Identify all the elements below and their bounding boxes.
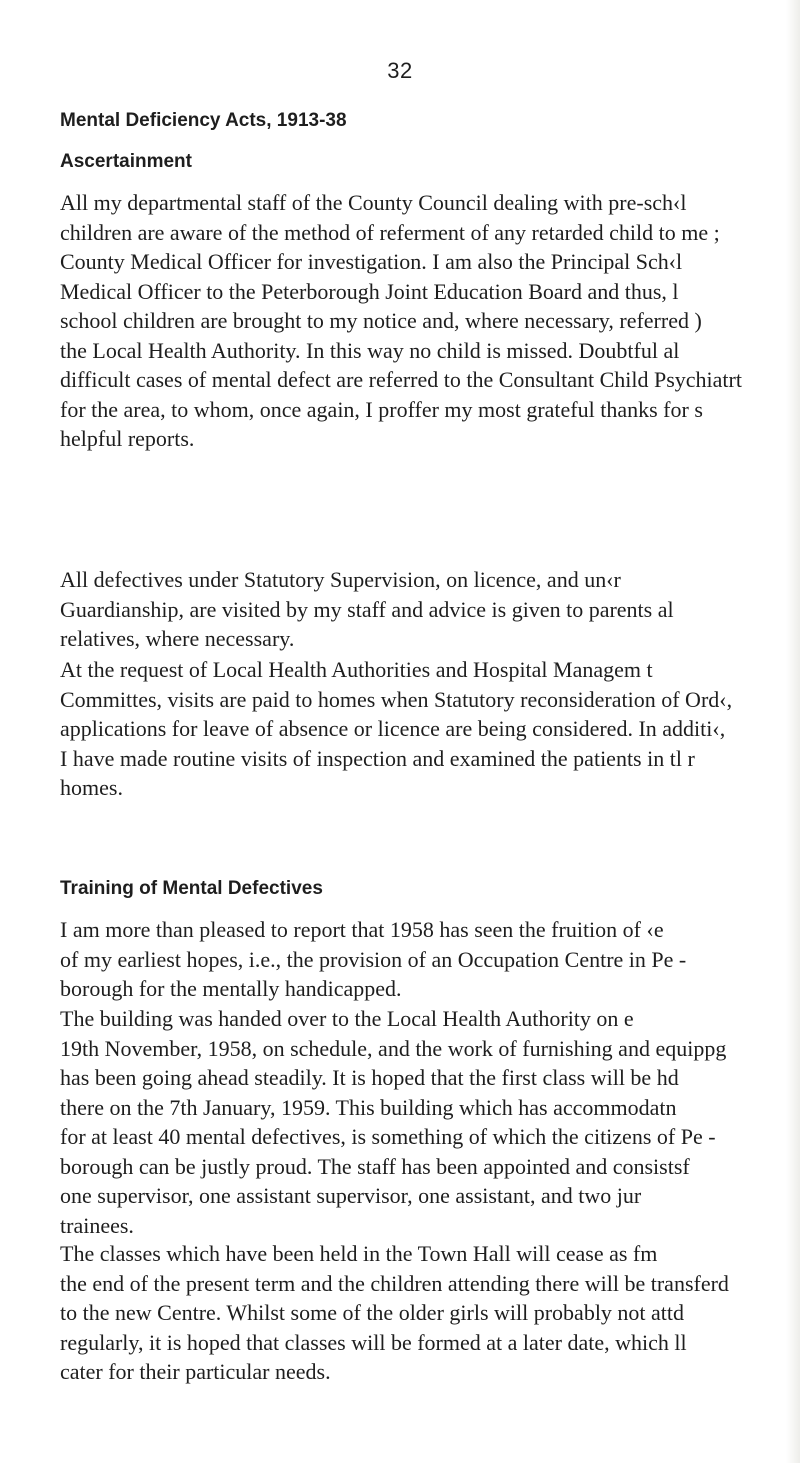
text-line: I have made routine visits of inspection and examined the patients in tl r [60, 745, 695, 771]
text-line: I am more than pleased to report that 1958 has seen the fruition of ‹e [60, 917, 664, 942]
text-line: difficult cases of mental defect are referred to the Consultant Child Psychiatrt [60, 367, 742, 392]
text-line: County Medical Officer for investigation. I am also the Principal Sch‹l [60, 249, 683, 274]
text-line: to the new Centre. Whilst some of the older girls will probably not attd [60, 1300, 685, 1325]
subheading-training: Training of Mental Defectives [60, 878, 323, 899]
text-line: Guardianship, are visited by my staff and advice is given to parents al [60, 596, 674, 622]
text-line: The classes which have been held in the Town Hall will cease as fm [60, 1241, 658, 1266]
text-line: for the area, to whom, once again, I proffer my most grateful thanks for s [60, 396, 703, 422]
page-number: 32 [387, 58, 413, 83]
text-line: one supervisor, one assistant supervisor, one assistant, and two jur [60, 1183, 642, 1208]
text-line: relatives, where necessary. [60, 626, 295, 651]
text-line: All my departmental staff of the County Council dealing with pre-sch‹l [60, 190, 687, 215]
text-line: The building was handed over to the Local Health Authority on e [60, 1006, 634, 1031]
paragraph-building [60, 1004, 795, 1240]
text-line: for at least 40 mental defectives, is something of which the citizens of Pe - [60, 1124, 716, 1149]
text-line: At the request of Local Health Authorities and Hospital Managem t [60, 657, 653, 682]
page-edge-shadow [786, 0, 800, 1463]
text-line: borough for the mentally handicapped. [60, 976, 402, 1001]
text-line: helpful reports. [60, 426, 195, 451]
text-line: of my earliest hopes, i.e., the provision of an Occupation Centre in Pe - [60, 946, 687, 972]
paragraph-visits [60, 655, 795, 803]
text-line: the end of the present term and the children attending there will be transferd [60, 1270, 729, 1296]
text-line: trainees. [60, 1212, 134, 1238]
section-heading-mental-deficiency-acts: Mental Deficiency Acts, 1913-38 [60, 110, 347, 131]
text-line: regularly, it is hoped that classes will be formed at a later date, which ll [60, 1329, 687, 1355]
text-line: borough can be justly proud. The staff has been appointed and consistsf [60, 1153, 690, 1179]
text-line: Medical Officer to the Peterborough Joint Education Board and thus, l [60, 278, 679, 304]
text-line: homes. [60, 775, 123, 800]
text-line: All defectives under Statutory Supervision, on licence, and un‹r [60, 567, 621, 592]
text-line: has been going ahead steadily. It is hoped that the first class will be hd [60, 1065, 679, 1090]
text-line: Committes, visits are paid to homes when Statutory reconsideration of Ord‹, [60, 686, 733, 712]
text-line: school children are brought to my notice and, where necessary, referred ) [60, 308, 702, 333]
text-line: applications for leave of absence or licence are being considered. In additi‹, [60, 716, 726, 741]
text-line: cater for their particular needs. [60, 1359, 331, 1384]
paragraph-classes [60, 1239, 795, 1387]
text-line: children are aware of the method of referment of any retarded child to me ; [60, 219, 720, 245]
text-line: the Local Health Authority. In this way no child is missed. Doubtful al [60, 337, 680, 363]
text-line: 19th November, 1958, on schedule, and the work of furnishing and equippg [60, 1035, 727, 1061]
paragraph-training-intro [60, 915, 795, 1004]
paragraph-supervision [60, 565, 795, 654]
paragraph-ascertainment-1 [60, 188, 795, 454]
subheading-ascertainment: Ascertainment [60, 151, 192, 172]
text-line: there on the 7th January, 1959. This building which has accommodatn [60, 1094, 677, 1120]
